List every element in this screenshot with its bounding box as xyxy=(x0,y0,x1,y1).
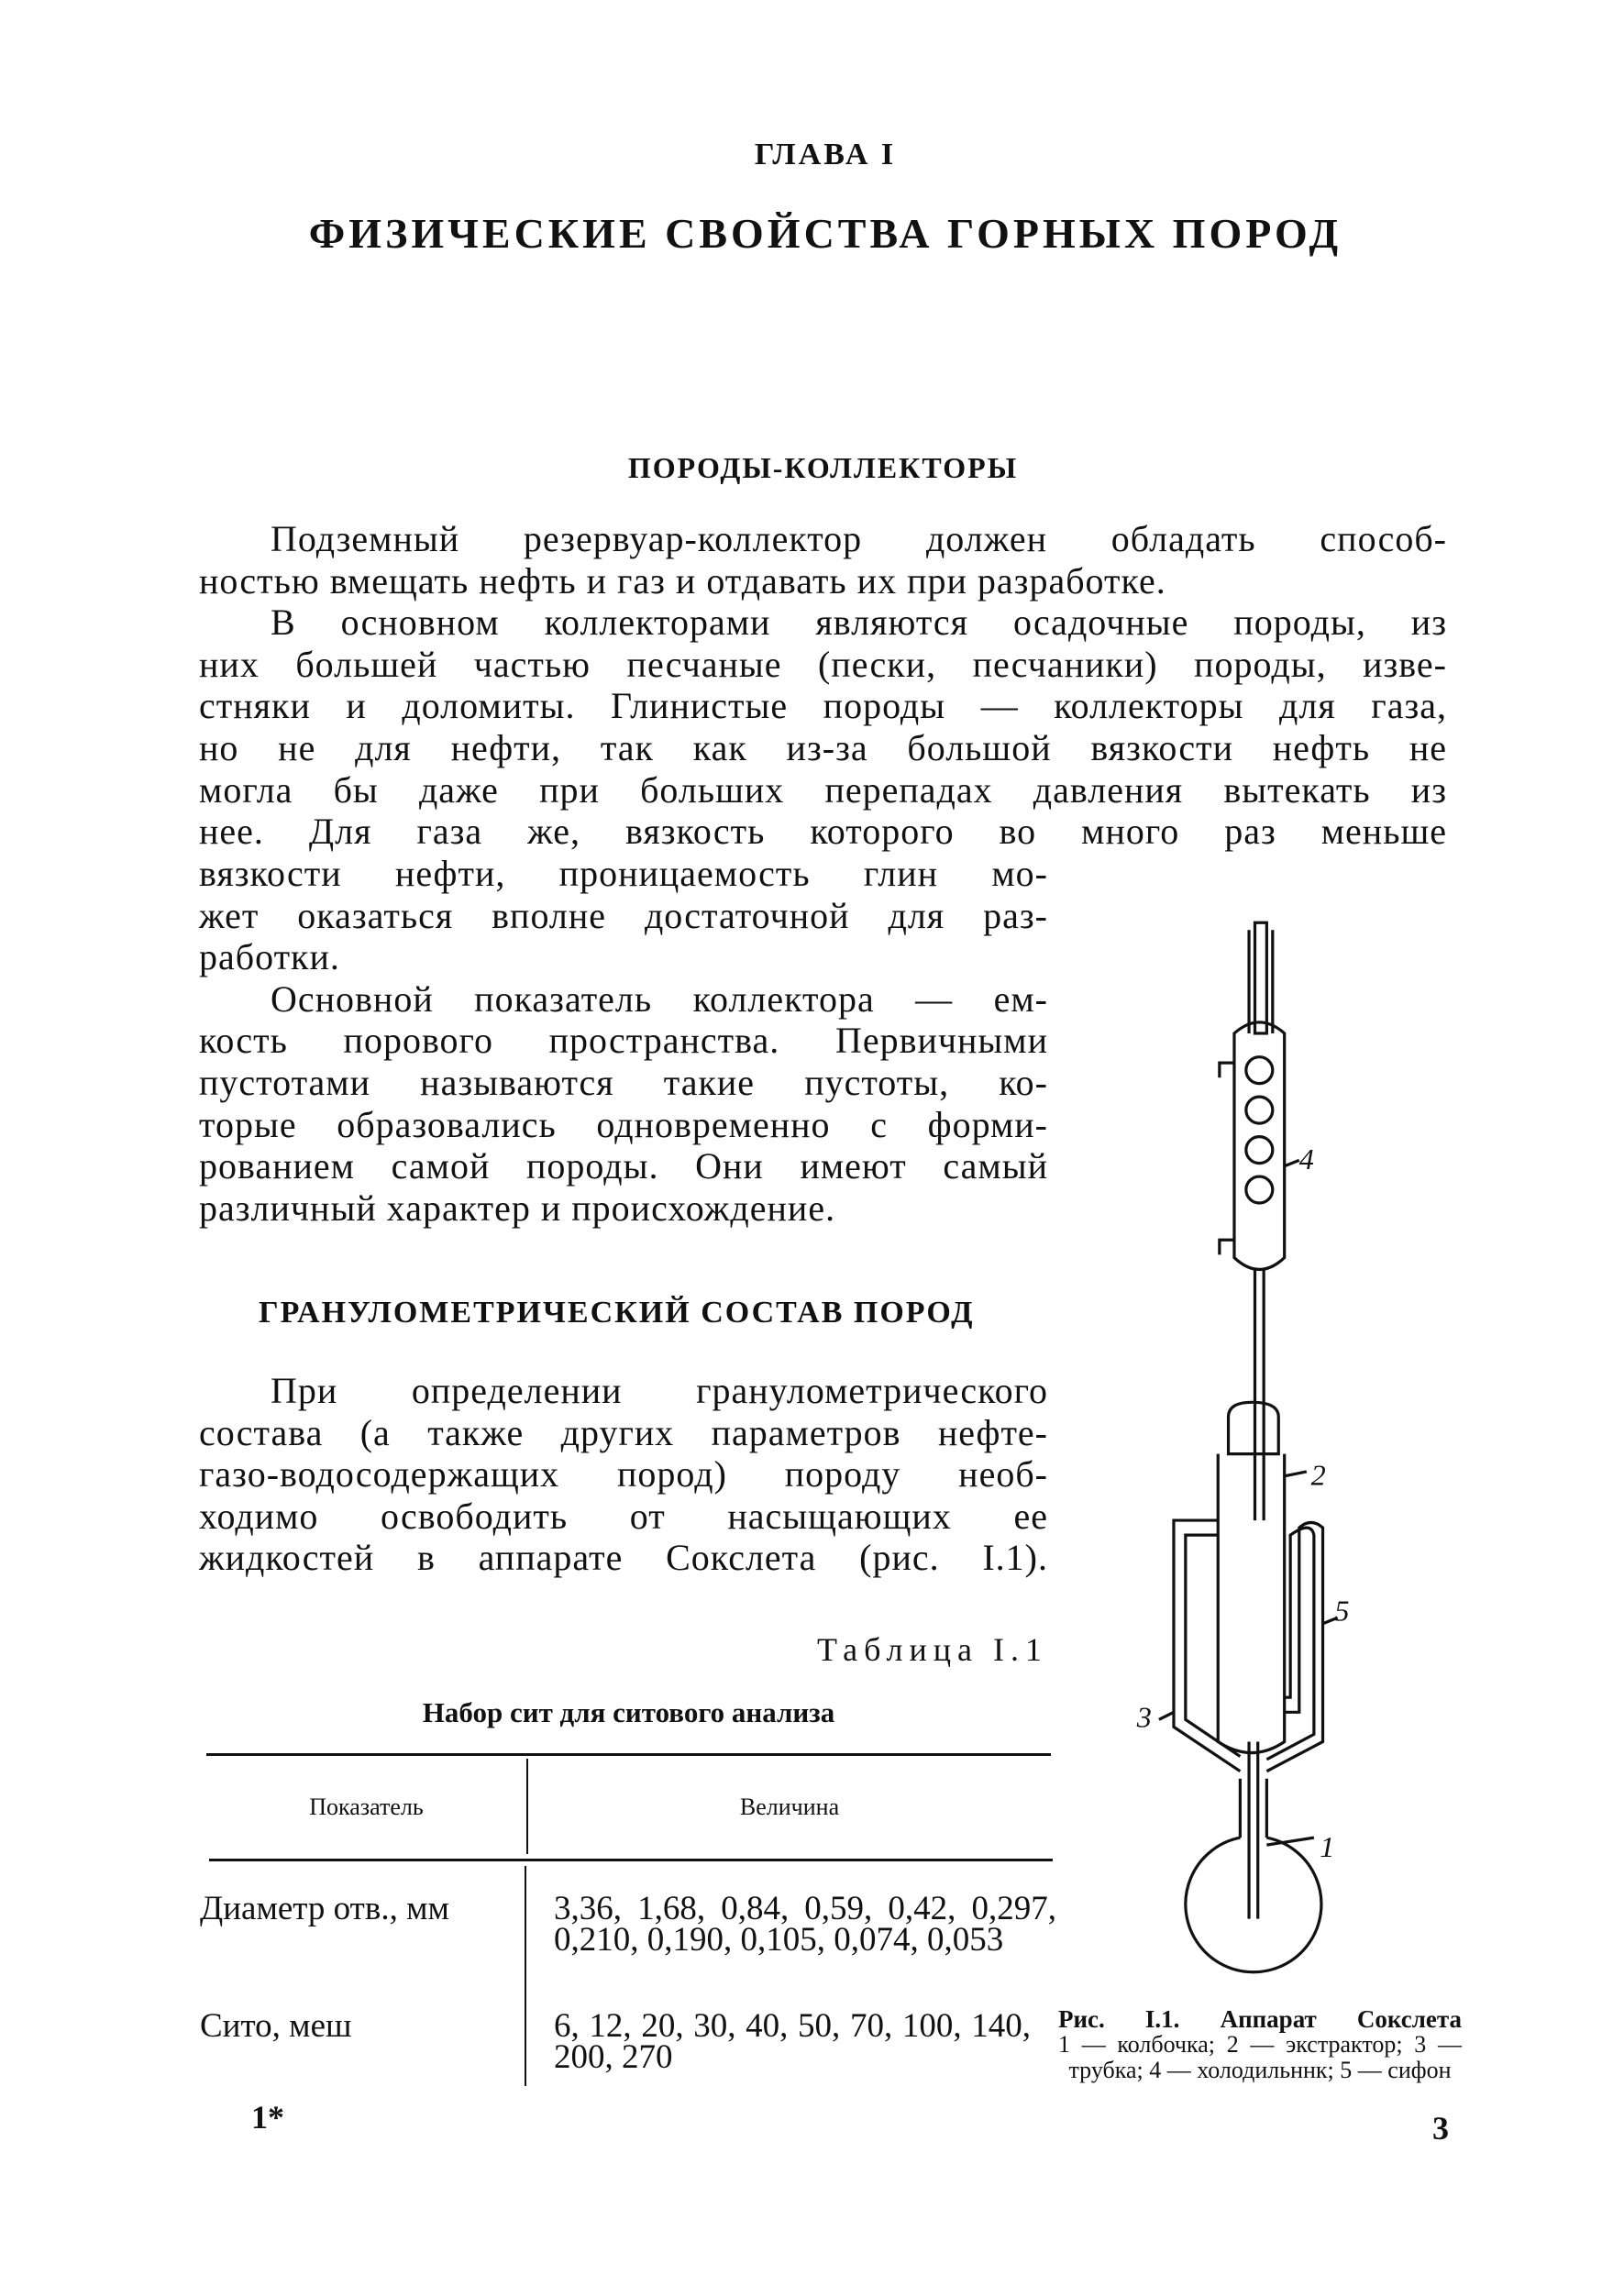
section-heading-granulometry: ГРАНУЛОМЕТРИЧЕСКИЙ СОСТАВ ПОРОД xyxy=(259,1296,975,1330)
flask-drawing xyxy=(1186,1779,1321,1972)
table-number: Таблица I.1 xyxy=(817,1631,1048,1668)
extractor-drawing xyxy=(1218,1402,1307,1752)
figure-label-5: 5 xyxy=(1334,1594,1350,1628)
siphon-drawing xyxy=(1266,1522,1337,1771)
figure-caption-text: 1 — колбочка; 2 — экстрактор; 3 — трубка; 4 — холодильннк; 5 — сифон xyxy=(1058,2031,1462,2083)
page-number: 3 xyxy=(1432,2110,1449,2147)
figure-label-4: 4 xyxy=(1298,1143,1314,1176)
text-line: торые образовались одновременно с форми- xyxy=(199,1103,1048,1145)
text-line: жет оказаться вполне достаточной для раз- xyxy=(199,894,1048,936)
figure-caption xyxy=(1058,2006,1462,2083)
paragraph-granulometry xyxy=(199,1370,1048,1579)
table-header-value: Величина xyxy=(739,1794,840,1820)
text-line: вязкости нефти, проницаемость глин мо- xyxy=(199,853,1048,894)
paragraph-narrow xyxy=(199,853,1048,1229)
text-line: Основной показатель коллектора — ем- xyxy=(271,977,1048,1020)
text-line: работки. xyxy=(199,936,340,978)
figure-caption-title: Рис. I.1. Аппарат Сокслета xyxy=(1058,2005,1462,2033)
signature-mark: 1* xyxy=(251,2099,284,2136)
text-line: В основном коллекторами являются осадочные породы, из xyxy=(271,602,1447,644)
figure-label-3: 3 xyxy=(1136,1700,1152,1734)
text-line: рованием самой породы. Они имеют самый xyxy=(199,1145,1048,1187)
text-line: кость порового пространства. Первичными xyxy=(199,1020,1048,1062)
soxhlet-apparatus-illustration xyxy=(1033,886,1476,1978)
table-header-indicator: Показатель xyxy=(309,1794,424,1820)
text-line: состава (а также других параметров нефте- xyxy=(199,1411,1048,1453)
table-column-divider xyxy=(525,1866,526,2086)
text-line: газо-водосодержащих пород) породу необ- xyxy=(199,1453,1048,1496)
side-tube-drawing xyxy=(1159,1520,1241,1772)
table-row-label: Диаметр отв., мм xyxy=(200,1890,449,1927)
table-top-rule xyxy=(206,1753,1051,1756)
table-row-value: 6, 12, 20, 30, 40, 50, 70, 100, 140, 200, 270 xyxy=(554,2007,1031,2076)
text-line: ходимо освободить от насыщающих ее xyxy=(199,1495,1048,1537)
table-caption: Набор сит для ситового анализа xyxy=(422,1696,835,1728)
figure-label-1: 1 xyxy=(1320,1830,1335,1864)
table-row-label: Сито, меш xyxy=(200,2007,352,2045)
text-line: жидкостей в аппарате Сокслета (рис. I.1). xyxy=(199,1537,1048,1579)
figure-label-2: 2 xyxy=(1310,1458,1326,1492)
chapter-label: ГЛАВА I xyxy=(754,138,897,171)
text-line: нее. Для газа же, вязкость которого во много раз меньше xyxy=(199,811,1447,853)
text-line: пустотами называются такие пустоты, ко- xyxy=(199,1061,1048,1103)
paragraph-wide xyxy=(199,518,1447,853)
condenser-drawing xyxy=(1220,922,1299,1269)
text-line: различный характер и происхождение. xyxy=(199,1187,836,1229)
text-line: При определении гранулометрического xyxy=(271,1370,1048,1411)
text-line: ностью вмещать нефть и газ и отдавать их при разработке. xyxy=(199,559,1166,602)
text-line: Подземный резервуар-коллектор должен обладать способ- xyxy=(271,518,1447,559)
inner-tube-drawing xyxy=(1249,1269,1264,1918)
table-row-value: 3,36, 1,68, 0,84, 0,59, 0,42, 0,297, 0,210, 0,190, 0,105, 0,074, 0,053 xyxy=(554,1890,1056,1959)
table-header-rule xyxy=(209,1859,1053,1861)
section-heading-collectors: ПОРОДЫ-КОЛЛЕКТОРЫ xyxy=(627,451,1019,484)
chapter-title: ФИЗИЧЕСКИЕ СВОЙСТВА ГОРНЫХ ПОРОД xyxy=(308,210,1342,257)
text-line: них большей частью песчаные (пески, песчаники) породы, изве- xyxy=(199,643,1447,685)
text-line: но не для нефти, так как из-за большой вязкости нефть не xyxy=(199,726,1447,768)
text-line: стняки и доломиты. Глинистые породы — коллекторы для газа, xyxy=(199,685,1447,727)
text-line: могла бы даже при больших перепадах давления вытекать из xyxy=(199,768,1447,811)
